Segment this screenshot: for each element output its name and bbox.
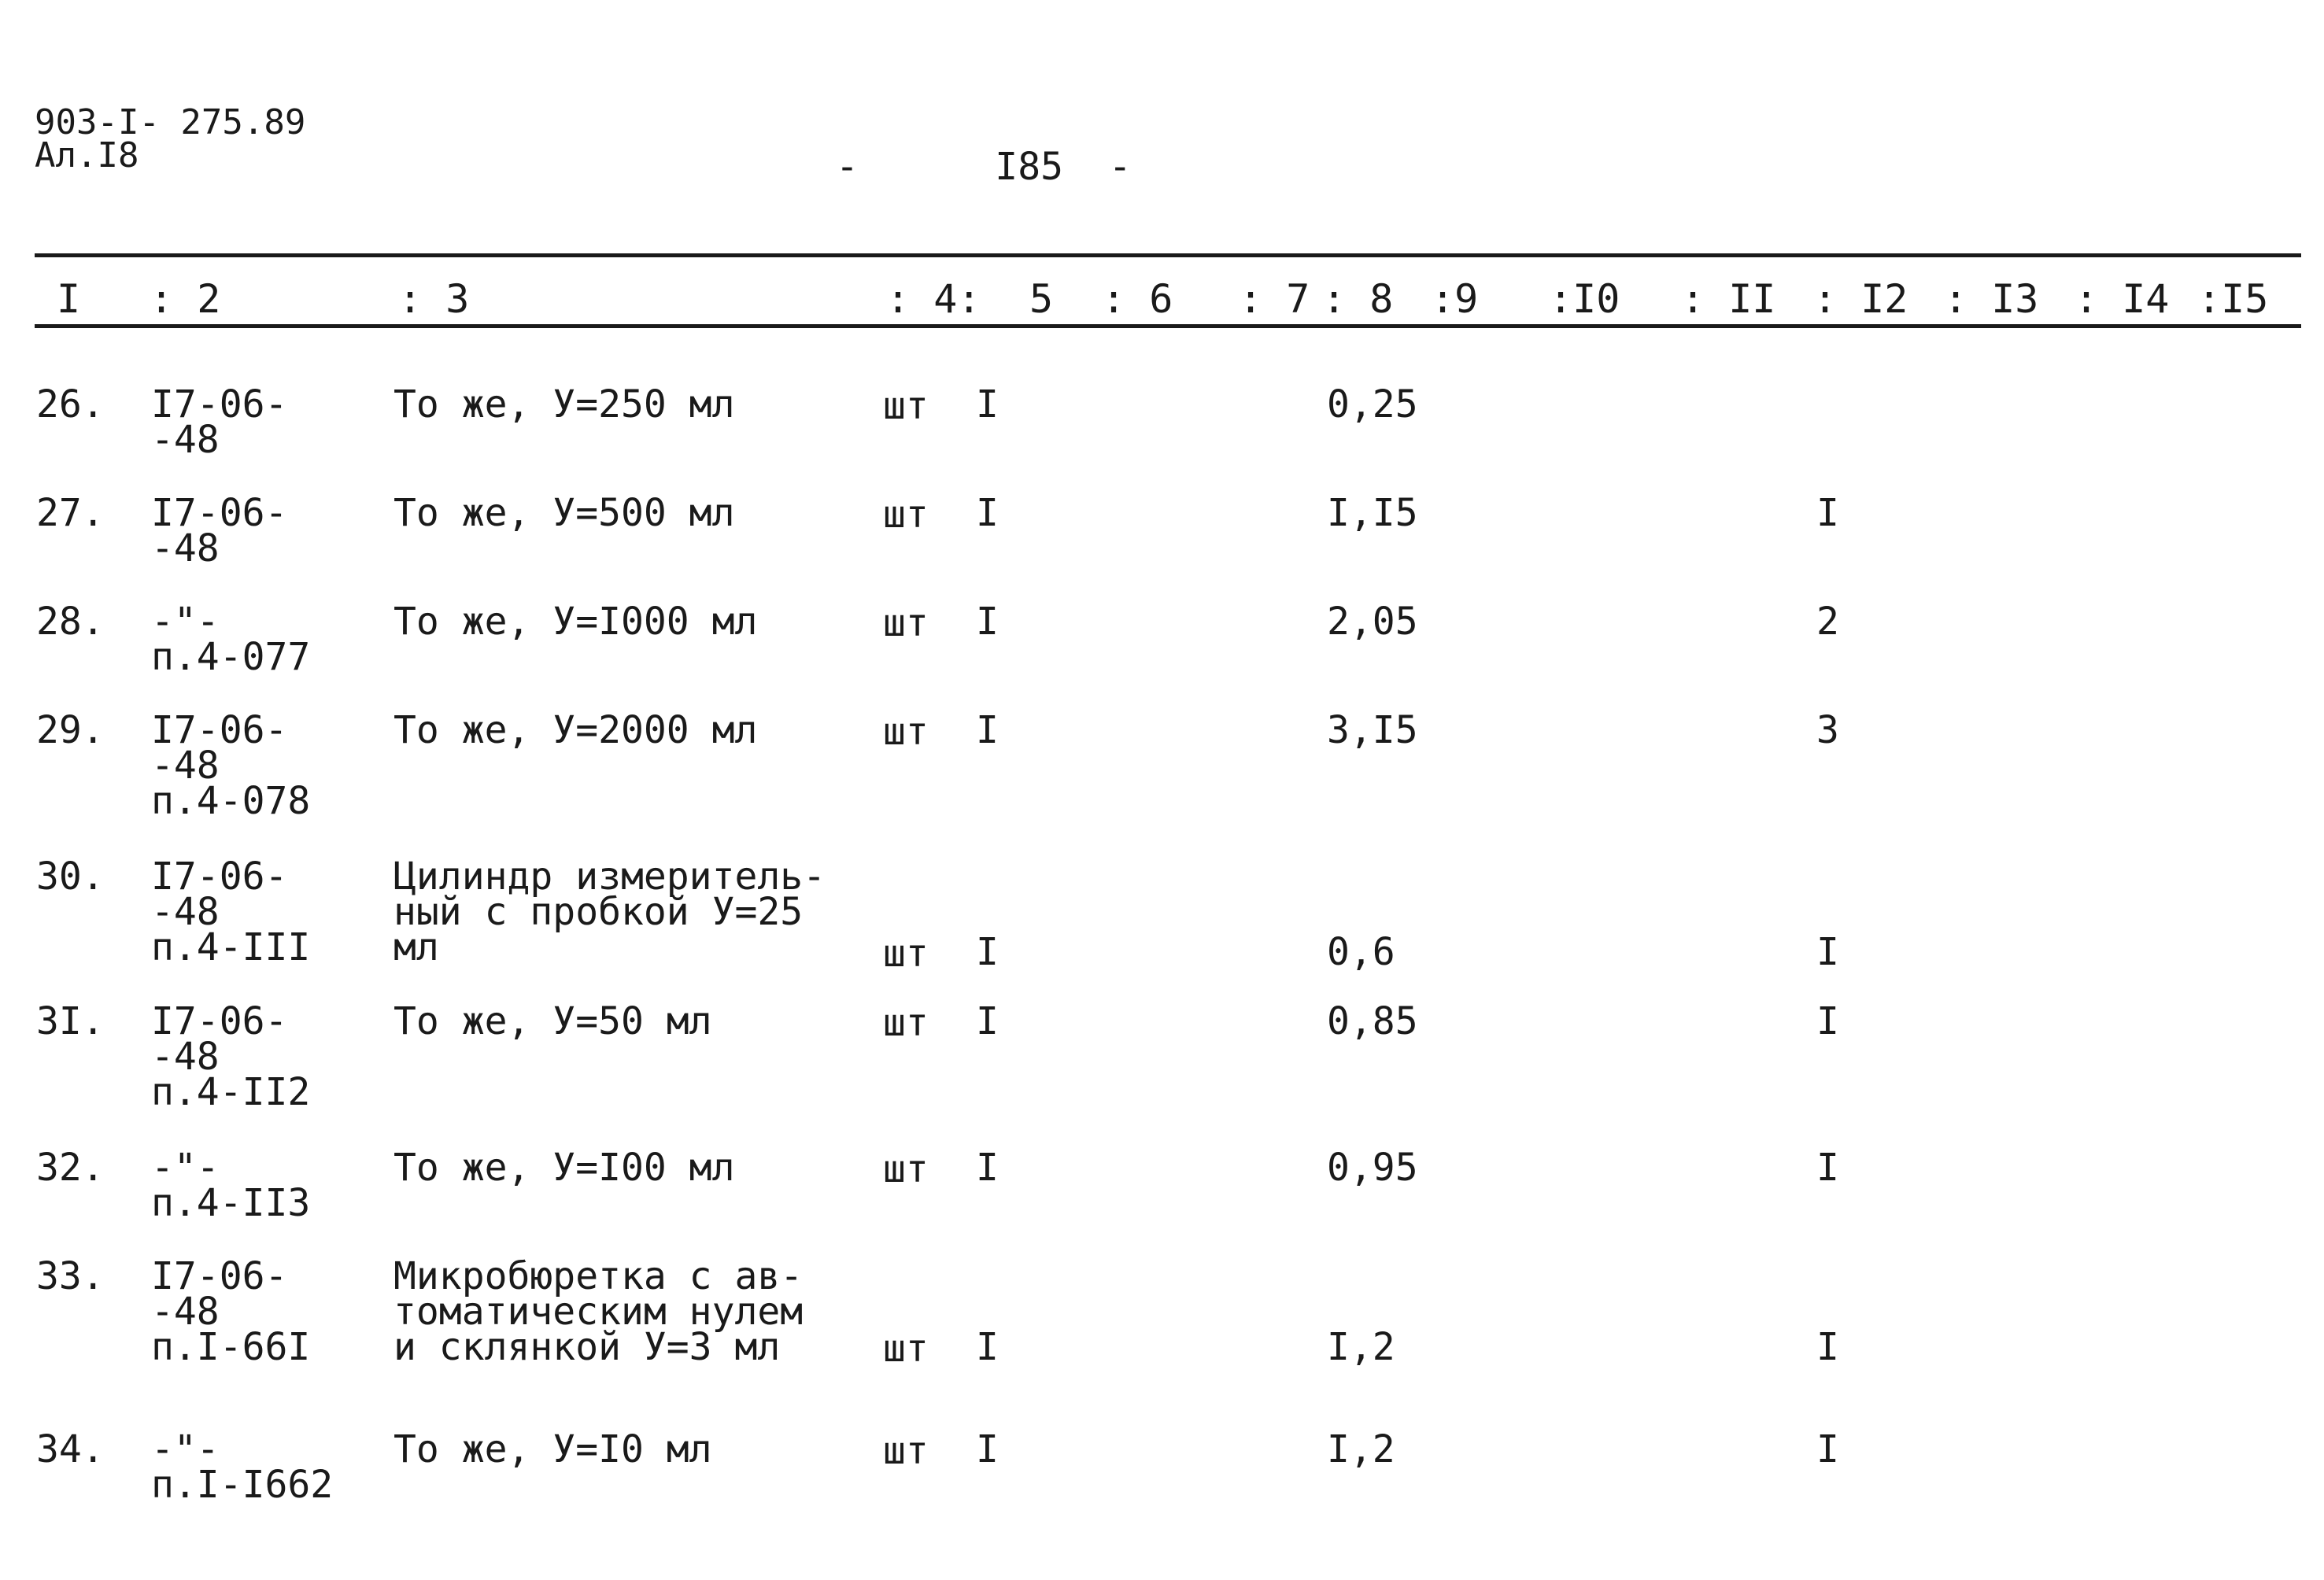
item-code: I7-06- -48 bbox=[151, 382, 288, 462]
item-quantity: I bbox=[976, 1427, 999, 1471]
column-header-1: I bbox=[57, 276, 81, 322]
item-col12-value: I bbox=[1816, 1146, 1839, 1190]
item-name: То же, У=I0 мл bbox=[393, 1427, 712, 1471]
row-number: 28. bbox=[36, 600, 105, 644]
item-code: I7-06- -48 bbox=[151, 491, 288, 570]
item-col12-value: 3 bbox=[1816, 708, 1839, 752]
item-col8-value: 2,05 bbox=[1327, 600, 1418, 644]
item-unit: шт bbox=[883, 384, 929, 428]
item-quantity: I bbox=[976, 1325, 999, 1369]
header-bottom-rule bbox=[35, 324, 2301, 328]
item-name: Цилиндр измеритель- ный с пробкой У=25 мл bbox=[393, 855, 826, 969]
row-number: 32. bbox=[36, 1146, 105, 1190]
item-code: I7-06- -48 п.I-66I bbox=[151, 1254, 311, 1369]
item-quantity: I bbox=[976, 999, 999, 1043]
row-number: 30. bbox=[36, 855, 105, 899]
item-code: -"- п.4-II3 bbox=[151, 1146, 311, 1225]
item-name: То же, У=50 мл bbox=[393, 999, 712, 1043]
document-code: 903-I- 275.89 bbox=[35, 102, 306, 142]
item-name: То же, У=500 мл bbox=[393, 491, 735, 535]
item-name: То же, У=I000 мл bbox=[393, 600, 758, 644]
row-number: 33. bbox=[36, 1254, 105, 1298]
item-col8-value: I,2 bbox=[1327, 1325, 1395, 1369]
item-code: I7-06- -48 п.4-078 bbox=[151, 708, 311, 823]
item-unit: шт bbox=[883, 493, 929, 537]
item-unit: шт bbox=[883, 601, 929, 645]
item-col12-value: I bbox=[1816, 1427, 1839, 1471]
item-name: То же, У=2000 мл bbox=[393, 708, 758, 752]
item-col8-value: 0,6 bbox=[1327, 930, 1395, 974]
column-header-12: : I2 bbox=[1813, 276, 1908, 322]
page-number: - I85 - bbox=[836, 145, 1132, 189]
column-header-9: :9 bbox=[1431, 276, 1479, 322]
column-header-10: :I0 bbox=[1549, 276, 1620, 322]
column-header-3: : 3 bbox=[398, 276, 470, 322]
item-col8-value: 3,I5 bbox=[1327, 708, 1418, 752]
item-col12-value: I bbox=[1816, 1325, 1839, 1369]
row-number: 27. bbox=[36, 491, 105, 535]
item-col12-value: 2 bbox=[1816, 600, 1839, 644]
item-col8-value: 0,85 bbox=[1327, 999, 1418, 1043]
item-unit: шт bbox=[883, 1429, 929, 1473]
row-number: 3I. bbox=[36, 999, 105, 1043]
item-name: То же, У=250 мл bbox=[393, 382, 735, 426]
column-header-6: : 6 bbox=[1102, 276, 1173, 322]
item-col8-value: 0,25 bbox=[1327, 382, 1418, 426]
item-code: -"- п.4-077 bbox=[151, 600, 311, 679]
row-number: 29. bbox=[36, 708, 105, 752]
item-col8-value: I,2 bbox=[1327, 1427, 1395, 1471]
top-rule bbox=[35, 253, 2301, 257]
item-quantity: I bbox=[976, 382, 999, 426]
item-unit: шт bbox=[883, 1147, 929, 1191]
column-header-11: : II bbox=[1681, 276, 1776, 322]
item-col12-value: I bbox=[1816, 999, 1839, 1043]
item-code: -"- п.I-I662 bbox=[151, 1427, 334, 1507]
row-number: 26. bbox=[36, 382, 105, 426]
item-col8-value: I,I5 bbox=[1327, 491, 1418, 535]
item-quantity: I bbox=[976, 708, 999, 752]
item-unit: шт bbox=[883, 932, 929, 976]
column-header-4: : 4: bbox=[886, 276, 981, 322]
item-unit: шт bbox=[883, 710, 929, 754]
column-header-8: : 8 bbox=[1322, 276, 1394, 322]
sheet-label: Ал.I8 bbox=[35, 135, 139, 175]
item-quantity: I bbox=[976, 1146, 999, 1190]
item-col8-value: 0,95 bbox=[1327, 1146, 1418, 1190]
item-quantity: I bbox=[976, 491, 999, 535]
column-header-7: : 7 bbox=[1239, 276, 1310, 322]
item-code: I7-06- -48 п.4-III bbox=[151, 855, 311, 969]
item-col12-value: I bbox=[1816, 930, 1839, 974]
column-header-5: 5 bbox=[1029, 276, 1054, 322]
item-code: I7-06- -48 п.4-II2 bbox=[151, 999, 311, 1114]
column-header-14: : I4 bbox=[2075, 276, 2170, 322]
item-name: То же, У=I00 мл bbox=[393, 1146, 735, 1190]
column-header-13: : I3 bbox=[1944, 276, 2039, 322]
row-number: 34. bbox=[36, 1427, 105, 1471]
item-unit: шт bbox=[883, 1001, 929, 1045]
column-header-2: : 2 bbox=[150, 276, 221, 322]
item-col12-value: I bbox=[1816, 491, 1839, 535]
item-quantity: I bbox=[976, 600, 999, 644]
column-header-15: :I5 bbox=[2197, 276, 2269, 322]
item-quantity: I bbox=[976, 930, 999, 974]
item-name: Микробюретка с ав- томатическим нулем и склянкой У=3 мл bbox=[393, 1254, 804, 1369]
item-unit: шт bbox=[883, 1327, 929, 1371]
